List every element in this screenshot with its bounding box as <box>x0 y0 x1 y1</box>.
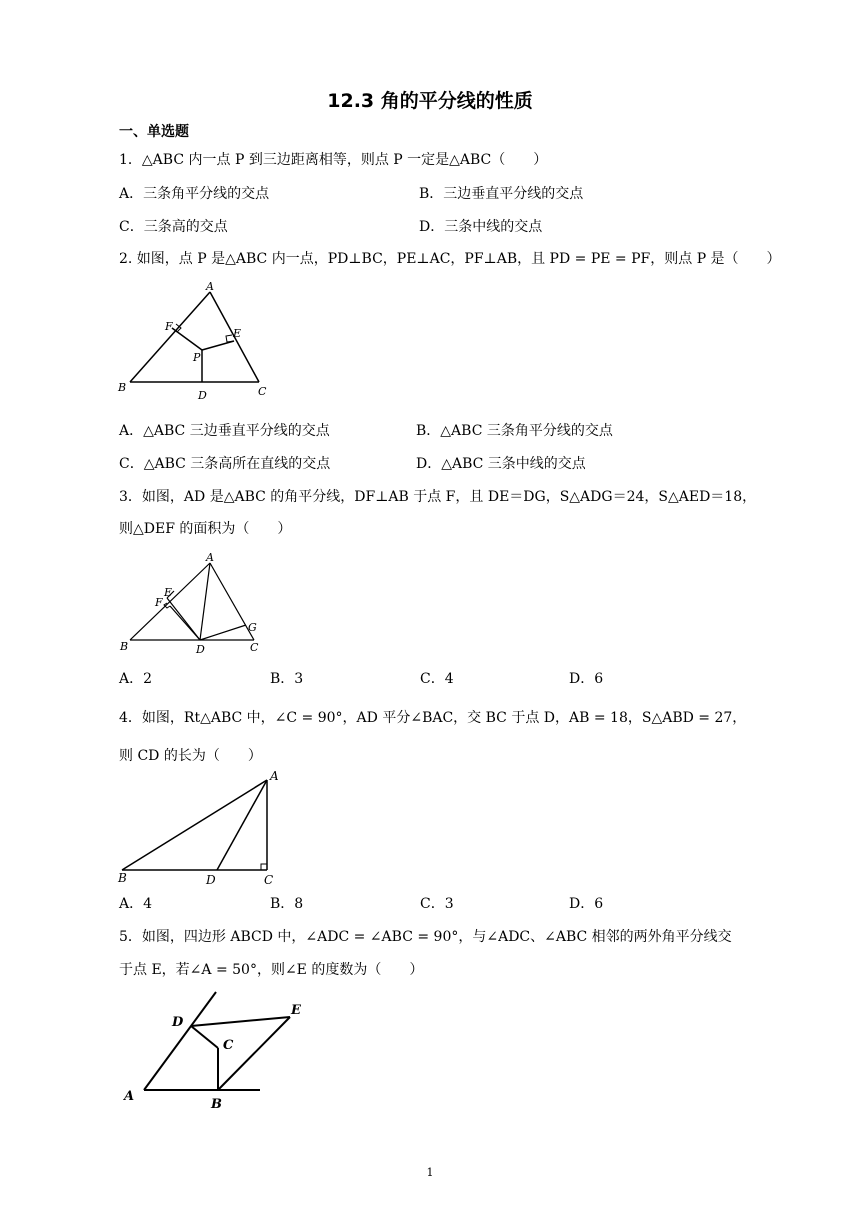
question-1-option-c: C．三条高的交点 <box>119 219 228 235</box>
q4-label-c: C <box>264 873 274 887</box>
q3-label-d: D <box>196 643 205 656</box>
q2-label-c: C <box>258 385 267 398</box>
question-5-figure <box>118 988 318 1118</box>
question-2-option-c: C．△ABC 三条高所在直线的交点 <box>119 456 331 472</box>
question-2-figure <box>112 278 282 403</box>
page-title: 12.3 角的平分线的性质 <box>327 90 533 112</box>
q4-label-a: A <box>270 769 279 783</box>
question-1-option-d: D．三条中线的交点 <box>419 219 543 235</box>
question-4-option-c: C．3 <box>420 896 454 912</box>
q2-label-f: F <box>165 320 173 333</box>
q2-label-p: P <box>193 351 201 364</box>
question-1-option-b: B．三边垂直平分线的交点 <box>419 186 584 202</box>
question-2-option-a: A．△ABC 三边垂直平分线的交点 <box>119 423 330 439</box>
question-1-stem: 1．△ABC 内一点 P 到三边距离相等，则点 P 一定是△ABC（ ） <box>119 152 548 168</box>
q2-label-a: A <box>206 280 214 293</box>
question-4-option-a: A．4 <box>119 896 153 912</box>
q5-label-b: B <box>211 1097 222 1112</box>
question-3-option-b: B．3 <box>270 671 304 687</box>
question-4-stem-line-1: 4．如图，Rt△ABC 中，∠C = 90°，AD 平分∠BAC，交 BC 于点 D，AB = 18，S△ABD = 27， <box>119 710 747 726</box>
question-3-stem-line-2: 则△DEF 的面积为（ ） <box>119 521 292 537</box>
q5-label-e: E <box>291 1003 301 1018</box>
q3-label-e: E <box>164 586 173 599</box>
q5-label-d: D <box>172 1015 184 1030</box>
question-1-option-a: A．三条角平分线的交点 <box>119 186 270 202</box>
question-4-option-d: D．6 <box>569 896 604 912</box>
question-3-option-a: A．2 <box>119 671 153 687</box>
q3-label-b: B <box>120 640 129 653</box>
question-2-stem: 2. 如图，点 P 是△ABC 内一点，PD⊥BC，PE⊥AC，PF⊥AB，且 PD = PE = PF，则点 P 是（ ） <box>119 251 781 267</box>
q3-label-c: C <box>250 641 259 654</box>
q3-label-g: G <box>248 621 257 634</box>
question-3-stem-line-1: 3．如图，AD 是△ABC 的角平分线，DF⊥AB 于点 F，且 DE＝DG，S△ADG＝24，S△AED＝18， <box>119 489 757 505</box>
q2-label-d: D <box>198 389 207 402</box>
question-4-option-b: B．8 <box>270 896 304 912</box>
question-4-figure <box>112 768 292 888</box>
question-3-option-c: C．4 <box>420 671 454 687</box>
question-2-option-d: D．△ABC 三条中线的交点 <box>416 456 586 472</box>
q5-label-a: A <box>124 1089 135 1104</box>
q4-label-d: D <box>206 873 216 887</box>
question-5-stem-line-1: 5．如图，四边形 ABCD 中，∠ADC = ∠ABC = 90°，与∠ADC、∠ABC 相邻的两外角平分线交 <box>119 929 732 945</box>
question-4-stem-line-2: 则 CD 的长为（ ） <box>119 748 262 764</box>
question-3-option-d: D．6 <box>569 671 604 687</box>
q4-label-b: B <box>118 871 127 885</box>
section-heading: 一、单选题 <box>119 124 189 140</box>
question-3-figure <box>112 548 272 658</box>
page-number: 1 <box>426 1166 434 1179</box>
q3-label-a: A <box>206 551 214 564</box>
question-5-stem-line-2: 于点 E，若∠A = 50°，则∠E 的度数为（ ） <box>119 962 424 978</box>
q2-label-e: E <box>233 327 242 340</box>
question-2-option-b: B．△ABC 三条角平分线的交点 <box>416 423 613 439</box>
q5-label-c: C <box>223 1038 234 1053</box>
q3-label-f: F <box>155 596 163 609</box>
q2-label-b: B <box>118 381 127 394</box>
